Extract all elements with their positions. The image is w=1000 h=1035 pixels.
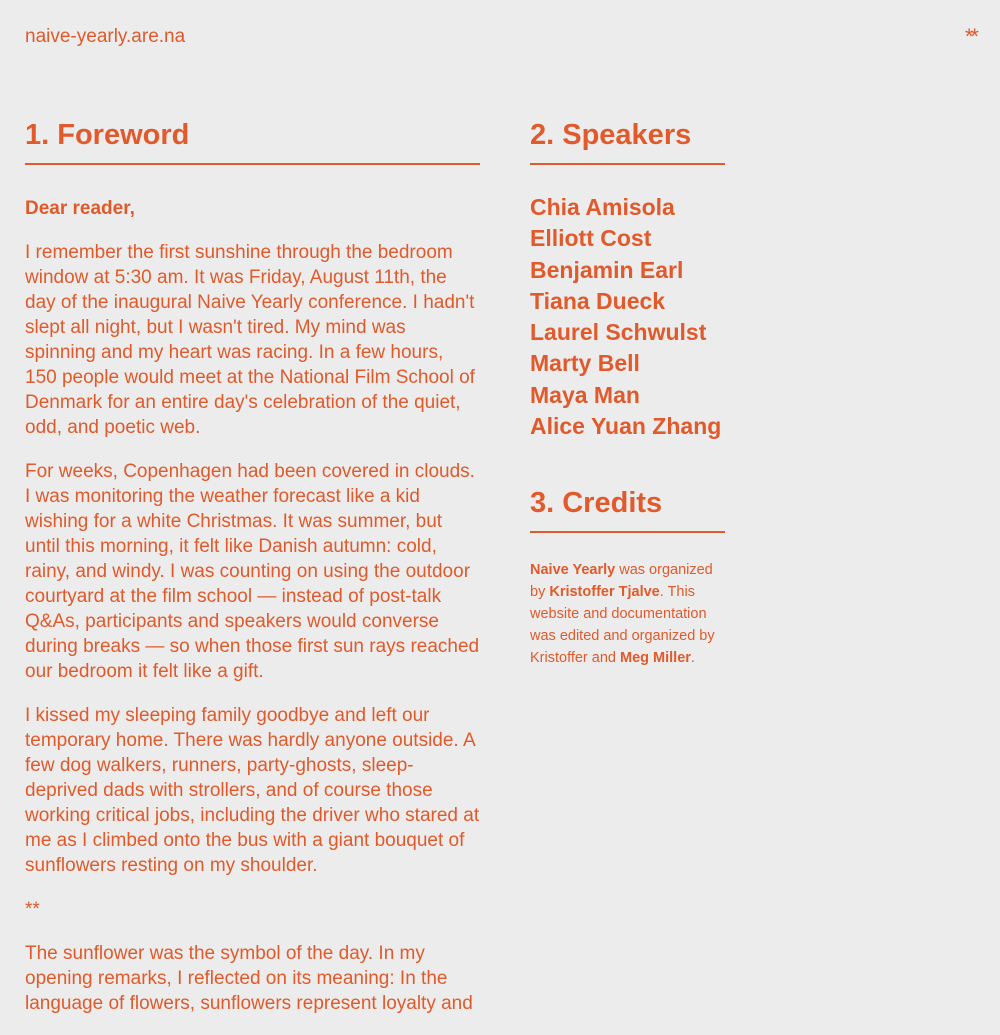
credits-editor: Meg Miller: [620, 650, 691, 667]
speaker-name: Chia Amisola: [530, 194, 675, 220]
foreword-section: [25, 116, 480, 1035]
greeting: Dear reader,: [25, 198, 135, 219]
speakers-list: [530, 192, 725, 442]
credits-text: [530, 559, 725, 669]
speaker-name: Laurel Schwulst: [530, 319, 707, 346]
credits-text-part: . This website and documentation was edited and organized by Kristoffer and: [530, 584, 715, 667]
site-home-link[interactable]: naive-yearly.are.na: [25, 26, 186, 47]
sidebar: [530, 116, 725, 669]
speaker-name: Benjamin Earl: [530, 256, 684, 283]
speaker-name: Alice Yuan Zhang: [530, 413, 722, 440]
speakers-section: [530, 116, 725, 442]
credits-title: 3. Credits: [530, 484, 725, 533]
asterisk-icon[interactable]: **: [964, 24, 976, 49]
foreword-body: [25, 196, 480, 1016]
foreword-paragraph: I remember the first sunshine through the bedroom window at 5:30 am. It was Friday, August 11th, the day of the inaugural Naive Yearly conference. I hadn't slept all night, but I wasn't tired. My mind was spinning and my heart was racing. In a few hours, 150 people would meet at the National Film School of Denmark for an entire day's celebration of the quiet, odd, and poetic web.: [25, 242, 475, 438]
speaker-name: Marty Bell: [530, 350, 640, 377]
foreword-paragraph: The sunflower was the symbol of the day. In my opening remarks, I reflected on its meaning: In the language of flowers, sunflowers represent loyalty and: [25, 943, 473, 1014]
speaker-name: Elliott Cost: [530, 225, 652, 252]
speaker-name: Tiana Dueck: [530, 287, 666, 314]
section-divider: **: [25, 899, 40, 920]
speaker-name: Maya Man: [530, 381, 640, 408]
credits-organizer: Kristoffer Tjalve: [549, 584, 660, 601]
foreword-paragraph: For weeks, Copenhagen had been covered in clouds. I was monitoring the weather forecast like a kid wishing for a white Christmas. It was summer, but until this morning, it felt like Danish autumn: cold, rainy, and windy. I was counting on using the outdoor courtyard at the film school — instead of post-talk Q&As, participants and speakers would converse during breaks — so when those first sun rays reached our bedroom it felt like a gift.: [25, 461, 480, 682]
credits-text-part: was organized by: [530, 562, 713, 601]
foreword-title: 1. Foreword: [25, 116, 480, 165]
credits-org-name: Naive Yearly: [530, 562, 616, 579]
credits-section: [530, 484, 725, 669]
credits-text-part: .: [690, 650, 695, 667]
foreword-paragraph: I kissed my sleeping family goodbye and left our temporary home. There was hardly anyone outside. A few dog walkers, runners, party-ghosts, sleep-deprived dads with strollers, and of course those working critical jobs, including the driver who stared at me as I climbed onto the bus with a giant bouquet of sunflowers resting on my shoulder.: [25, 705, 480, 876]
speakers-title: 2. Speakers: [530, 116, 725, 165]
